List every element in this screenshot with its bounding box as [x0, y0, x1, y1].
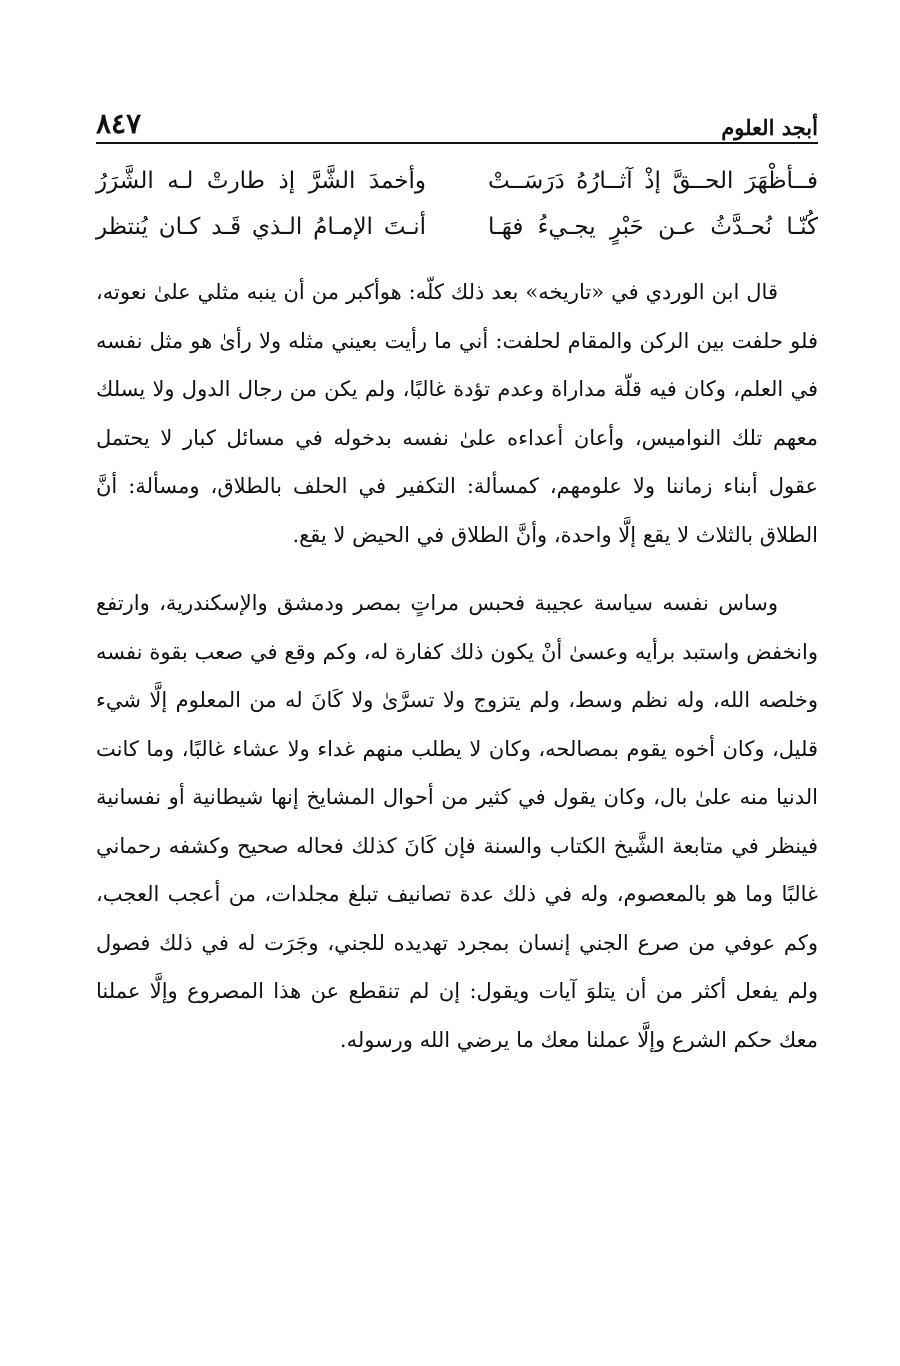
paragraph: وساس نفسه سياسة عجيبة فحبس مراتٍ بمصر ودمشق والإسكندرية، وارتفع وانخفض واستبد برأيه وعسىٰ أنْ يكون ذلك كفارة له، وكم وقع في صعب بقوة نفسه وخلصه الله، وله نظم وسط، ولم يتزوج ولا تسرَّىٰ ولا كَانَ له من المعلوم إلَّا شيء قليل، وكان أخوه يقوم بمصالحه، وكان لا يطلب منهم غداء ولا عشاء غالبًا، وما كانت الدنيا منه علىٰ بال، وكان يقول في كثير من أحوال المشايخ إنها شيطانية أو نفسانية فينظر في متابعة الشَّيخ الكتاب والسنة فإن كَانَ كذلك فحاله صحيح وكشفه رحماني غالبًا وما هو بالمعصوم، وله في ذلك عدة تصانيف تبلغ مجلدات، من أعجب العجب، وكم عوفي من صرع الجني إنسان بمجرد تهديده للجني، وجَرَت له في ذلك فصول ولم يفعل أكثر من أن يتلوَ آيات ويقول: إن لم تنقطع عن هذا المصروع وإلَّا عملنا معك حكم الشرع وإلَّا عملنا معك ما يرضي الله ورسوله. [96, 591, 818, 1052]
poem-verses [96, 158, 818, 250]
page-number: ٨٤٧ [96, 107, 142, 140]
paragraph: قال ابن الوردي في «تاريخه» بعد ذلك كلّه: هوأكبر من أن ينبه مثلي علىٰ نعوته، فلو حلفت بين الركن والمقام لحلفت: أني ما رأيت بعيني مثله ولا رأىٰ هو مثل نفسه في العلم، وكان فيه قلّة مداراة وعدم تؤدة غالبًا، ولم يكن من رجال الدول ولا يسلك معهم تلك النواميس، وأعان أعداءه علىٰ نفسه بدخوله في مسائل كبار لا يحتمل عقول أبناء زماننا ولا علومهم، كمسألة: التكفير في الحلف بالطلاق، ومسألة: أنَّ الطلاق بالثلاث لا يقع إلَّا واحدة، وأنَّ الطلاق في الحيض لا يقع. [96, 280, 818, 547]
verse-second-hemistich: أنـتَ الإمـامُ الـذي قَـد كـان يُنتظر [96, 214, 426, 240]
body-text [96, 268, 818, 1064]
verse-line [96, 204, 818, 250]
verse-line [96, 158, 818, 204]
verse-second-hemistich: وأخمدَ الشَّرَّ إذ طارتْ لـه الشَّرَرُ [96, 168, 426, 194]
book-title: أبجد العلوم [721, 115, 818, 140]
running-header [96, 100, 818, 144]
verse-first-hemistich: فــأظْهَرَ الحــقَّ إذْ آثــارُهُ دَرَسَــتْ [488, 168, 818, 194]
verse-first-hemistich: كُنّـا نُحـدَّثُ عـن حَبْرٍ يجـيءُ فهَـا [488, 214, 818, 240]
document-page [96, 100, 818, 1064]
